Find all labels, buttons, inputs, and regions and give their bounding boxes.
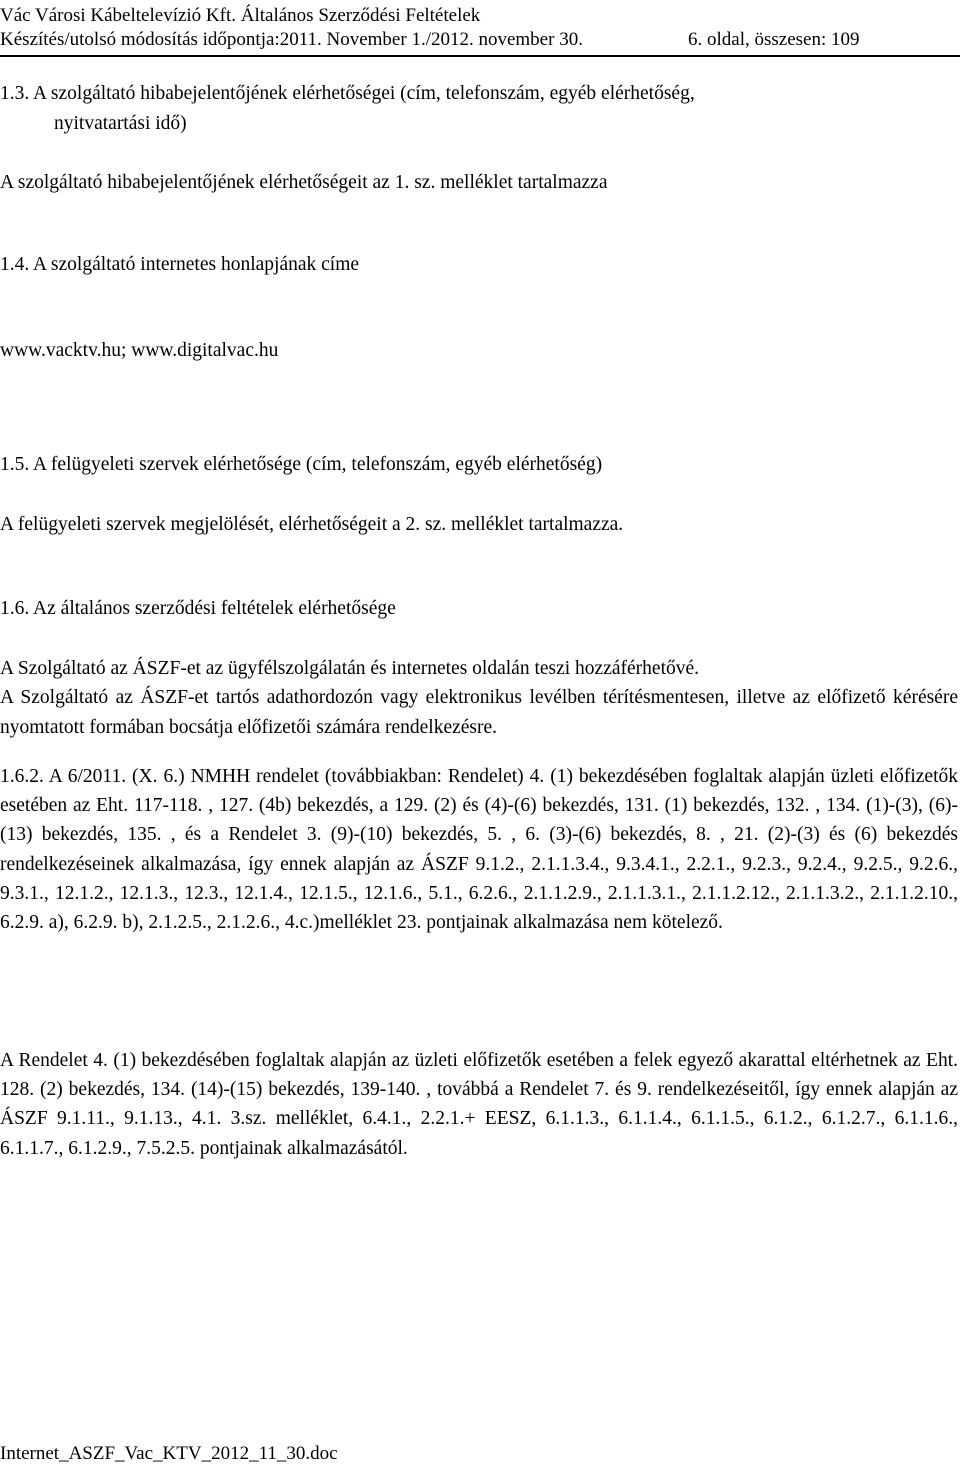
section-1-6-heading: 1.6. Az általános szerződési feltételek elérhetősége <box>0 598 396 619</box>
website-address: www.vacktv.hu; www.digitalvac.hu <box>0 340 279 361</box>
header-title: Vác Városi Kábeltelevízió Kft. Általános Szerződési Feltételek <box>0 5 481 26</box>
section-heading-line: nyitvatartási idő) <box>54 112 187 134</box>
section-1-5-text: A felügyeleti szervek megjelölését, elérhetőségeit a 2. sz. melléklet tartalmazza. <box>0 514 624 535</box>
section-1-3-heading <box>0 79 958 138</box>
section-1-3-text: A szolgáltató hibabejelentőjének elérhetőségeit az 1. sz. melléklet tartalmazza <box>0 172 608 193</box>
section-1-5-heading: 1.5. A felügyeleti szervek elérhetősége (cím, telefonszám, egyéb elérhetőség) <box>0 454 603 475</box>
header-page-number: 6. oldal, összesen: 109 <box>688 29 860 50</box>
section-1-6-text: A Szolgáltató az ÁSZF-et az ügyfélszolgálatán és internetes oldalán teszi hozzáférhetővé. <box>0 658 700 679</box>
section-1-6-2-paragraph: 1.6.2. A 6/2011. (X. 6.) NMHH rendelet (továbbiakban: Rendelet) 4. (1) bekezdésében foglaltak alapján üzleti előfizetők esetében az Eht. 117-118. , 127. (4b) bekezdés, a 129. (2) és (4)-(6) bekezdés, 131. (1) bekezdés, 132. , 134. (1)-(3), (6)-(13) bekezdés, 135. , és a Rendelet 3. (9)-(10) bekezdés, 5. , 6. (3)-(6) bekezdés, 8. , 21. (2)-(3) és (6) bekezdés rendelkezéseinek alkalmazása, így ennek alapján az ÁSZF 9.1.2., 2.1.1.3.4., 9.3.4.1., 2.2.1., 9.2.3., 9.2.4., 9.2.5., 9.2.6., 9.3.1., 12.1.2., 12.1.3., 12.3., 12.1.4., 12.1.5., 12.1.6., 5.1., 6.2.6., 2.1.1.2.9., 2.1.1.3.1., 2.1.1.2.12., 2.1.1.3.2., 2.1.1.2.10., 6.2.9. a), 6.2.9. b), 2.1.2.5., 2.1.2.6., 4.c.)melléklet 23. pontjainak alkalmazása nem kötelező. <box>0 766 958 934</box>
section-heading-line: 1.3. A szolgáltató hibabejelentőjének elérhetőségei (cím, telefonszám, egyéb elérhetőség, <box>0 83 695 104</box>
section-1-4-heading: 1.4. A szolgáltató internetes honlapjának címe <box>0 254 360 275</box>
rendelet-paragraph: A Rendelet 4. (1) bekezdésében foglaltak alapján az üzleti előfizetők esetében a felek egyező akarattal eltérhetnek az Eht. 128. (2) bekezdés, 134. (14)-(15) bekezdés, 139-140. , továbbá a Rendelet 7. és 9. rendelkezéseitől, így ennek alapján az ÁSZF 9.1.11., 9.1.13., 4.1. 3.sz. melléklet, 6.4.1., 2.2.1.+ EESZ, 6.1.1.3., 6.1.1.4., 6.1.1.5., 6.1.2., 6.1.2.7., 6.1.1.6., 6.1.1.7., 6.1.2.9., 7.5.2.5. pontjainak alkalmazásától. <box>0 1050 958 1159</box>
section-1-6-paragraph: A Szolgáltató az ÁSZF-et tartós adathordozón vagy elektronikus levélben térítésmentesen, illetve az előfizető kérésére nyomtatott formában bocsátja előfizetői számára rendelkezésre. <box>0 687 958 738</box>
header-modified-date: Készítés/utolsó módosítás időpontja:2011. November 1./2012. november 30. <box>0 29 583 50</box>
header-divider <box>0 55 960 57</box>
header-meta <box>0 29 860 51</box>
footer-filename: Internet_ASZF_Vac_KTV_2012_11_30.doc <box>0 1443 338 1464</box>
